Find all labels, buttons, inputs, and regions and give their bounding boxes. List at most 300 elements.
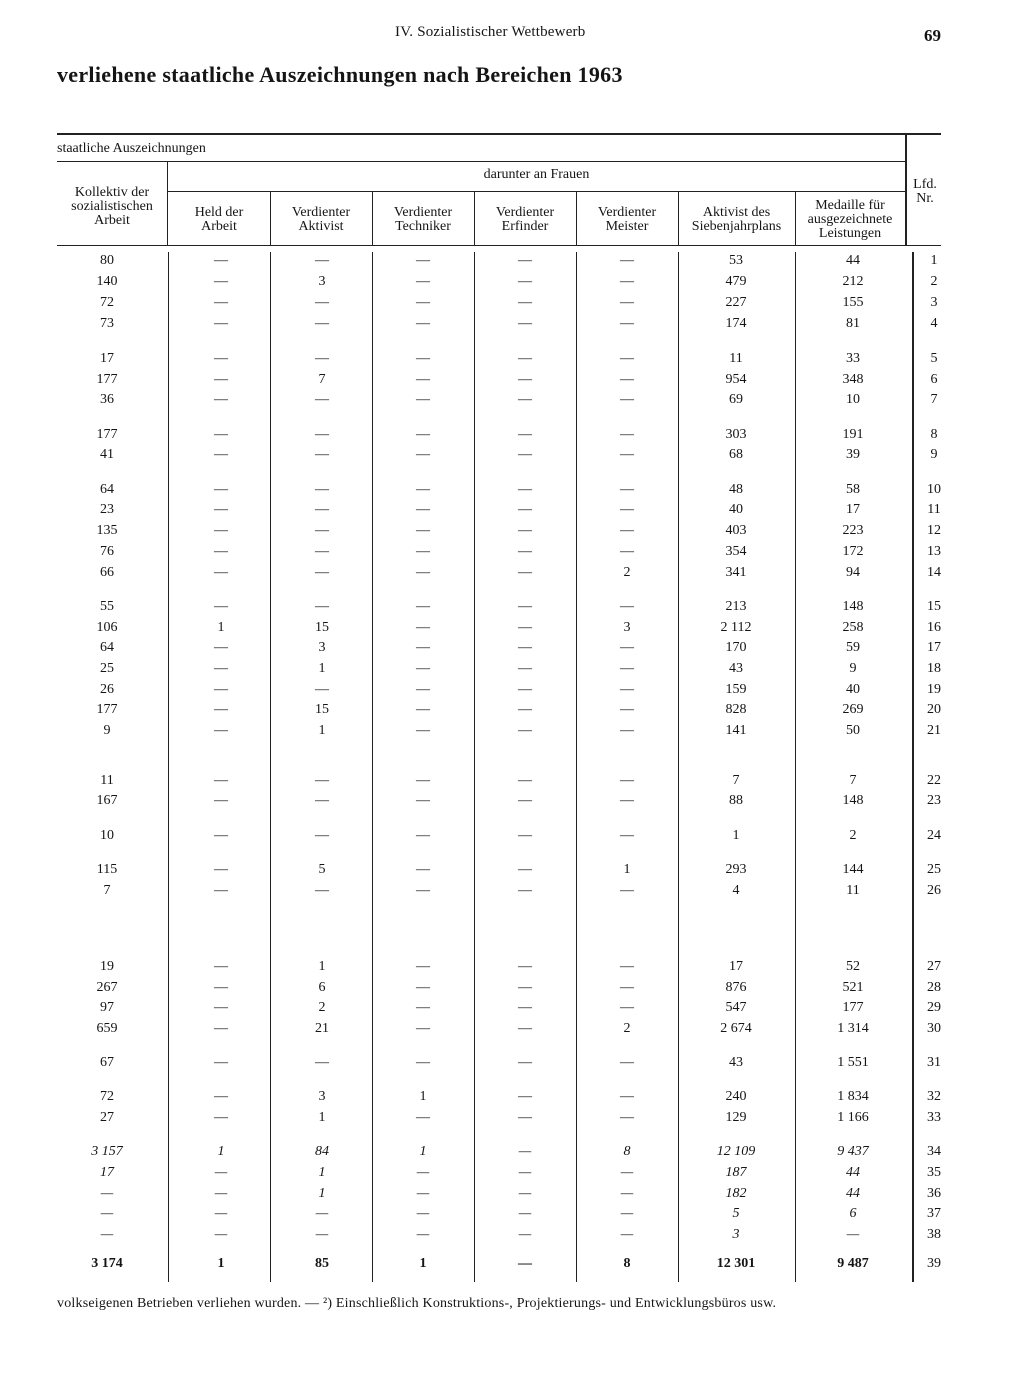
table-cell: — [100, 1227, 114, 1242]
row-number-cell: 36 [927, 1186, 941, 1201]
table-cell: — [416, 372, 430, 387]
table-cell: — [315, 1227, 329, 1242]
table-cell: 3 [732, 1227, 740, 1242]
table-cell: 76 [100, 544, 114, 559]
row-number-cell: 27 [927, 959, 941, 974]
table-cell: — [518, 1021, 532, 1036]
table-cell: 354 [725, 544, 747, 559]
table-cell: — [416, 1000, 430, 1015]
table-cell: — [315, 682, 329, 697]
table-cell: 12 109 [716, 1144, 756, 1159]
table-cell: 141 [725, 723, 747, 738]
table-cell: 26 [100, 682, 114, 697]
table-cell: 213 [725, 599, 747, 614]
table-cell: — [518, 274, 532, 289]
table-cell: 1 166 [837, 1110, 869, 1125]
row-number-cell: 17 [927, 640, 941, 655]
table-cell: — [214, 828, 228, 843]
table-cell: 1 [419, 1144, 427, 1159]
table-cell: 403 [725, 523, 747, 538]
table-cell: 72 [100, 1089, 114, 1104]
row-number-cell: 23 [927, 793, 941, 808]
table-top-rule [57, 133, 941, 135]
table-cell: — [214, 980, 228, 995]
table-cell: 9 487 [837, 1256, 869, 1271]
table-cell: 659 [96, 1021, 118, 1036]
table-cell: 59 [846, 640, 860, 655]
table-cell: 269 [842, 702, 864, 717]
table-cell: 5 [732, 1206, 740, 1221]
row-number-cell: 6 [930, 372, 938, 387]
table-cell: 155 [842, 295, 864, 310]
page-title: verliehene staatliche Auszeichnungen nach Bereichen 1963 [57, 62, 623, 87]
table-cell: — [518, 980, 532, 995]
table-cell: 80 [100, 253, 114, 268]
table-cell: — [214, 1021, 228, 1036]
table-cell: — [214, 565, 228, 580]
table-cell: 223 [842, 523, 864, 538]
table-cell: — [214, 427, 228, 442]
table-cell: 2 [318, 1000, 326, 1015]
table-cell: 73 [100, 316, 114, 331]
table-cell: 1 314 [837, 1021, 869, 1036]
table-cell: — [315, 883, 329, 898]
table-cell: — [214, 1089, 228, 1104]
body-divider [168, 252, 169, 1282]
table-cell: — [315, 828, 329, 843]
column-header: Lfd. Nr. [913, 177, 937, 206]
table-cell: — [620, 502, 634, 517]
table-cell: 177 [842, 1000, 864, 1015]
table-cell: 172 [842, 544, 864, 559]
table-cell: 341 [725, 565, 747, 580]
table-cell: — [315, 295, 329, 310]
table-cell: 15 [315, 702, 329, 717]
table-cell: — [315, 1055, 329, 1070]
table-cell: — [416, 599, 430, 614]
table-cell: — [416, 702, 430, 717]
table-cell: 2 [849, 828, 857, 843]
row-number-cell: 1 [930, 253, 938, 268]
table-cell: 144 [842, 862, 864, 877]
table-cell: — [315, 351, 329, 366]
table-cell: — [416, 1021, 430, 1036]
table-cell: — [416, 565, 430, 580]
table-cell: 44 [846, 253, 860, 268]
table-cell: — [214, 1206, 228, 1221]
table-cell: — [214, 482, 228, 497]
table-cell: — [214, 862, 228, 877]
column-header: Verdienter Aktivist [291, 205, 351, 234]
table-cell: 2 [623, 565, 631, 580]
table-cell: 58 [846, 482, 860, 497]
row-number-cell: 26 [927, 883, 941, 898]
table-cell: — [214, 274, 228, 289]
table-cell: — [416, 661, 430, 676]
table-cell: — [214, 392, 228, 407]
table-cell: — [214, 372, 228, 387]
table-cell: — [416, 883, 430, 898]
table-cell: 129 [725, 1110, 747, 1125]
table-cell: 170 [725, 640, 747, 655]
table-cell: 3 174 [91, 1256, 123, 1271]
table-cell: — [518, 773, 532, 788]
table-cell: — [620, 1227, 634, 1242]
table-cell: — [518, 793, 532, 808]
table-cell: 167 [96, 793, 118, 808]
table-cell: — [518, 661, 532, 676]
table-cell: 828 [725, 702, 747, 717]
table-cell: — [518, 828, 532, 843]
table-cell: 17 [100, 351, 114, 366]
row-number-cell: 9 [930, 447, 938, 462]
table-cell: 547 [725, 1000, 747, 1015]
table-cell: 135 [96, 523, 118, 538]
table-cell: — [518, 1256, 532, 1271]
table-cell: — [416, 351, 430, 366]
table-cell: 148 [842, 599, 864, 614]
table-cell: 1 [318, 1110, 326, 1125]
table-cell: 521 [842, 980, 864, 995]
table-cell: 44 [846, 1165, 860, 1180]
table-cell: — [416, 1186, 430, 1201]
table-cell: — [416, 1227, 430, 1242]
table-cell: — [315, 392, 329, 407]
table-cell: — [214, 351, 228, 366]
row-number-cell: 33 [927, 1110, 941, 1125]
table-cell: — [416, 295, 430, 310]
row-number-cell: 28 [927, 980, 941, 995]
table-cell: — [620, 599, 634, 614]
table-cell: 1 551 [837, 1055, 869, 1070]
table-cell: — [214, 702, 228, 717]
table-cell: 140 [96, 274, 118, 289]
table-cell: — [315, 773, 329, 788]
table-cell: — [518, 883, 532, 898]
table-cell: 1 [318, 661, 326, 676]
table-cell: — [518, 523, 532, 538]
table-cell: 1 [623, 862, 631, 877]
table-cell: 148 [842, 793, 864, 808]
table-cell: — [416, 793, 430, 808]
row-number-cell: 18 [927, 661, 941, 676]
table-cell: — [214, 1186, 228, 1201]
row-number-cell: 32 [927, 1089, 941, 1104]
table-cell: 159 [725, 682, 747, 697]
table-cell: — [100, 1206, 114, 1221]
table-cell: 9 437 [837, 1144, 869, 1159]
table-cell: — [214, 959, 228, 974]
table-cell: — [518, 502, 532, 517]
table-cell: 10 [846, 392, 860, 407]
table-cell: — [620, 1000, 634, 1015]
table-cell: 7 [849, 773, 857, 788]
table-cell: — [315, 565, 329, 580]
table-cell: 191 [842, 427, 864, 442]
table-cell: — [620, 980, 634, 995]
table-cell: 44 [846, 1186, 860, 1201]
table-cell: — [620, 702, 634, 717]
table-cell: — [620, 1055, 634, 1070]
table-cell: 1 [419, 1256, 427, 1271]
table-cell: 64 [100, 640, 114, 655]
table-cell: — [416, 1110, 430, 1125]
column-header: Kollektiv der sozialistischen Arbeit [71, 185, 153, 228]
table-cell: — [620, 316, 634, 331]
sub-header: darunter an Frauen [483, 167, 590, 182]
running-head: IV. Sozialistischer Wettbewerb [395, 24, 586, 40]
table-cell: — [518, 1144, 532, 1159]
table-cell: — [214, 682, 228, 697]
table-cell: 3 [623, 620, 631, 635]
table-cell: — [846, 1227, 860, 1242]
table-cell: — [620, 793, 634, 808]
table-cell: 81 [846, 316, 860, 331]
table-cell: — [416, 502, 430, 517]
row-number-cell: 16 [927, 620, 941, 635]
row-number-cell: 21 [927, 723, 941, 738]
table-cell: 106 [96, 620, 118, 635]
table-cell: — [620, 1165, 634, 1180]
table-cell: — [214, 599, 228, 614]
table-cell: — [620, 883, 634, 898]
table-cell: 94 [846, 565, 860, 580]
table-cell: — [518, 599, 532, 614]
table-cell: — [518, 447, 532, 462]
table-cell: — [214, 523, 228, 538]
table-cell: 67 [100, 1055, 114, 1070]
table-cell: 10 [100, 828, 114, 843]
body-divider [795, 252, 796, 1282]
column-header: Verdienter Erfinder [495, 205, 555, 234]
table-cell: — [620, 1110, 634, 1125]
table-cell: 64 [100, 482, 114, 497]
table-cell: — [214, 316, 228, 331]
table-cell: 2 112 [720, 620, 752, 635]
table-cell: — [620, 427, 634, 442]
row-number-cell: 25 [927, 862, 941, 877]
table-cell: 240 [725, 1089, 747, 1104]
table-cell: — [416, 316, 430, 331]
table-cell: 348 [842, 372, 864, 387]
table-cell: — [315, 447, 329, 462]
table-cell: — [620, 295, 634, 310]
table-cell: — [214, 447, 228, 462]
table-cell: 9 [103, 723, 111, 738]
table-cell: — [518, 316, 532, 331]
table-cell: 1 [318, 959, 326, 974]
table-cell: — [620, 447, 634, 462]
table-cell: 182 [725, 1186, 747, 1201]
table-cell: — [620, 661, 634, 676]
table-cell: — [416, 959, 430, 974]
table-cell: — [518, 295, 532, 310]
table-cell: 1 [318, 1165, 326, 1180]
table-cell: 6 [849, 1206, 857, 1221]
table-cell: 3 [318, 640, 326, 655]
table-cell: — [620, 274, 634, 289]
row-number-cell: 20 [927, 702, 941, 717]
table-cell: — [518, 1110, 532, 1125]
table-cell: 3 157 [91, 1144, 123, 1159]
table-cell: 40 [729, 502, 743, 517]
table-cell: 2 [623, 1021, 631, 1036]
table-cell: — [214, 1165, 228, 1180]
table-cell: — [620, 828, 634, 843]
table-cell: 19 [100, 959, 114, 974]
table-cell: 258 [842, 620, 864, 635]
table-cell: 11 [846, 883, 860, 898]
page-number: 69 [924, 26, 941, 45]
row-number-cell: 7 [930, 392, 938, 407]
table-cell: — [315, 599, 329, 614]
table-cell: 227 [725, 295, 747, 310]
table-cell: — [416, 682, 430, 697]
table-cell: — [416, 1055, 430, 1070]
table-cell: 27 [100, 1110, 114, 1125]
table-cell: 97 [100, 1000, 114, 1015]
row-number-cell: 4 [930, 316, 938, 331]
table-cell: — [315, 523, 329, 538]
table-cell: — [416, 862, 430, 877]
table-cell: — [620, 682, 634, 697]
table-cell: 41 [100, 447, 114, 462]
table-cell: 25 [100, 661, 114, 676]
row-number-cell: 13 [927, 544, 941, 559]
table-cell: — [214, 723, 228, 738]
row-number-cell: 8 [930, 427, 938, 442]
table-cell: 479 [725, 274, 747, 289]
table-cell: 1 [217, 1256, 225, 1271]
table-cell: 17 [100, 1165, 114, 1180]
table-cell: 7 [103, 883, 111, 898]
table-cell: 115 [96, 862, 118, 877]
table-cell: 3 [318, 1089, 326, 1104]
table-cell: 954 [725, 372, 747, 387]
table-cell: — [416, 723, 430, 738]
table-cell: — [518, 1186, 532, 1201]
table-cell: — [620, 372, 634, 387]
table-cell: 212 [842, 274, 864, 289]
table-cell: — [518, 482, 532, 497]
table-cell: 15 [315, 620, 329, 635]
table-cell: 2 674 [720, 1021, 752, 1036]
table-cell: — [620, 640, 634, 655]
group-header-rule [57, 161, 905, 162]
table-cell: 43 [729, 1055, 743, 1070]
table-cell: — [620, 523, 634, 538]
table-cell: — [315, 1206, 329, 1221]
table-cell: — [416, 392, 430, 407]
table-cell: — [315, 544, 329, 559]
table-cell: — [416, 773, 430, 788]
table-cell: 72 [100, 295, 114, 310]
table-cell: 23 [100, 502, 114, 517]
table-cell: 4 [732, 883, 740, 898]
table-cell: 293 [725, 862, 747, 877]
row-number-cell: 15 [927, 599, 941, 614]
table-cell: — [416, 1206, 430, 1221]
column-header: Medaille für ausgezeichnete Leistungen [807, 198, 893, 241]
table-cell: 303 [725, 427, 747, 442]
footnote: volkseigenen Betrieben verliehen wurden. — ²) Einschließlich Konstruktions-, Projektierungs- und Entwicklungsbüros usw. [57, 1296, 777, 1311]
table-cell: 1 [217, 1144, 225, 1159]
table-cell: — [416, 482, 430, 497]
table-cell: — [416, 253, 430, 268]
row-number-cell: 14 [927, 565, 941, 580]
table-cell: 267 [96, 980, 118, 995]
group-header: staatliche Auszeichnungen [57, 141, 206, 156]
table-cell: — [214, 1055, 228, 1070]
table-cell: 8 [623, 1144, 631, 1159]
table-cell: — [100, 1186, 114, 1201]
table-cell: 39 [846, 447, 860, 462]
table-cell: 6 [318, 980, 326, 995]
row-number-cell: 35 [927, 1165, 941, 1180]
table-cell: 85 [315, 1256, 329, 1271]
table-cell: 68 [729, 447, 743, 462]
table-cell: 33 [846, 351, 860, 366]
column-header: Held der Arbeit [194, 205, 244, 234]
table-cell: 53 [729, 253, 743, 268]
table-cell: — [620, 544, 634, 559]
table-cell: 43 [729, 661, 743, 676]
table-cell: 177 [96, 427, 118, 442]
table-cell: — [620, 1089, 634, 1104]
table-cell: 1 [318, 1186, 326, 1201]
table-cell: 177 [96, 702, 118, 717]
table-cell: — [315, 427, 329, 442]
table-cell: — [214, 544, 228, 559]
table-cell: — [416, 620, 430, 635]
table-cell: — [518, 1055, 532, 1070]
table-cell: — [620, 1206, 634, 1221]
table-cell: 5 [318, 862, 326, 877]
table-cell: — [315, 793, 329, 808]
table-cell: — [518, 620, 532, 635]
table-cell: — [620, 392, 634, 407]
table-cell: 55 [100, 599, 114, 614]
table-cell: 88 [729, 793, 743, 808]
table-cell: 1 [419, 1089, 427, 1104]
table-cell: 174 [725, 316, 747, 331]
table-cell: 177 [96, 372, 118, 387]
table-cell: — [416, 980, 430, 995]
table-cell: 1 834 [837, 1089, 869, 1104]
table-cell: 50 [846, 723, 860, 738]
table-cell: 84 [315, 1144, 329, 1159]
table-cell: — [620, 723, 634, 738]
table-cell: — [315, 482, 329, 497]
table-cell: 11 [729, 351, 743, 366]
table-cell: — [416, 640, 430, 655]
table-cell: — [518, 723, 532, 738]
table-cell: — [620, 1186, 634, 1201]
table-cell: — [518, 372, 532, 387]
column-header: Verdienter Meister [597, 205, 657, 234]
table-cell: — [518, 1206, 532, 1221]
row-number-cell: 30 [927, 1021, 941, 1036]
table-cell: — [416, 1165, 430, 1180]
table-cell: — [518, 640, 532, 655]
table-cell: — [416, 427, 430, 442]
table-cell: 12 301 [716, 1256, 756, 1271]
table-cell: 7 [318, 372, 326, 387]
table-cell: — [518, 959, 532, 974]
table-cell: — [620, 482, 634, 497]
table-cell: 36 [100, 392, 114, 407]
table-cell: — [620, 253, 634, 268]
